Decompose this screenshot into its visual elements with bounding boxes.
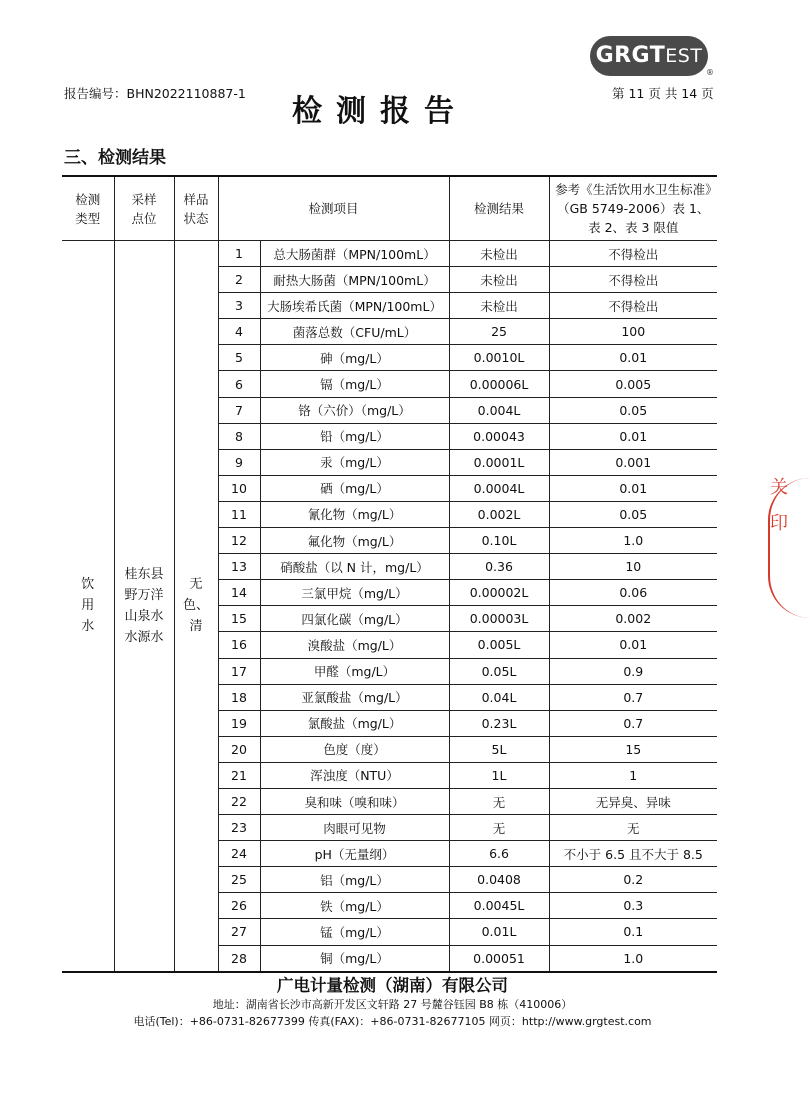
cell-no: 23 (218, 815, 260, 841)
cell-no: 3 (218, 293, 260, 319)
cell-limit: 0.3 (549, 893, 717, 919)
cell-result: 0.0408 (449, 867, 549, 893)
cell-item: 铅（mg/L） (260, 423, 449, 449)
cell-item: 色度（度） (260, 736, 449, 762)
cell-result: 0.10L (449, 528, 549, 554)
cell-result: 未检出 (449, 241, 549, 267)
footer-address: 地址：湖南省长沙市高新开发区文轩路 27 号麓谷钰园 B8 栋（410006） (212, 998, 573, 1011)
cell-no: 25 (218, 867, 260, 893)
cell-no: 4 (218, 319, 260, 345)
header-reference: 参考《生活饮用水卫生标准》（GB 5749-2006）表 1、表 2、表 3 限值 (549, 176, 717, 241)
cell-result: 0.00006L (449, 371, 549, 397)
cell-item: 甲醛（mg/L） (260, 658, 449, 684)
cell-item: 氰化物（mg/L） (260, 501, 449, 527)
cell-limit: 15 (549, 736, 717, 762)
cell-result: 0.00051 (449, 945, 549, 972)
cell-no: 10 (218, 475, 260, 501)
cell-result: 0.002L (449, 501, 549, 527)
cell-limit: 1.0 (549, 945, 717, 972)
cell-result: 未检出 (449, 293, 549, 319)
cell-limit: 1.0 (549, 528, 717, 554)
footer-company: 广电计量检测（湖南）有限公司 (277, 976, 508, 995)
cell-item: 氯酸盐（mg/L） (260, 710, 449, 736)
cell-result: 0.05L (449, 658, 549, 684)
cell-result: 0.004L (449, 397, 549, 423)
cell-result: 5L (449, 736, 549, 762)
cell-no: 17 (218, 658, 260, 684)
cell-limit: 不得检出 (549, 241, 717, 267)
results-table (62, 175, 717, 973)
cell-no: 14 (218, 580, 260, 606)
cell-item: 铜（mg/L） (260, 945, 449, 972)
cell-limit: 0.001 (549, 449, 717, 475)
cell-result: 无 (449, 788, 549, 814)
cell-limit: 0.01 (549, 423, 717, 449)
cell-result: 1L (449, 762, 549, 788)
cell-no: 27 (218, 919, 260, 945)
cell-limit: 无异臭、异味 (549, 788, 717, 814)
cell-no: 24 (218, 841, 260, 867)
cell-result: 无 (449, 815, 549, 841)
cell-limit: 0.002 (549, 606, 717, 632)
cell-result: 0.36 (449, 554, 549, 580)
section-title: 三、检测结果 (64, 148, 166, 168)
cell-item: pH（无量纲） (260, 841, 449, 867)
cell-location: 桂东县野万洋山泉水水源水 (114, 241, 174, 972)
header-state: 样品状态 (174, 176, 218, 241)
cell-item: 浑浊度（NTU） (260, 762, 449, 788)
cell-result: 0.005L (449, 632, 549, 658)
cell-no: 11 (218, 501, 260, 527)
cell-result: 0.0004L (449, 475, 549, 501)
cell-result: 0.01L (449, 919, 549, 945)
cell-item: 汞（mg/L） (260, 449, 449, 475)
cell-limit: 0.05 (549, 501, 717, 527)
cell-item: 大肠埃希氏菌（MPN/100mL） (260, 293, 449, 319)
cell-limit: 100 (549, 319, 717, 345)
cell-item: 砷（mg/L） (260, 345, 449, 371)
cell-no: 18 (218, 684, 260, 710)
cell-limit: 0.7 (549, 684, 717, 710)
cell-limit: 无 (549, 815, 717, 841)
cell-item: 硝酸盐（以 N 计，mg/L） (260, 554, 449, 580)
grgtest-logo (590, 36, 708, 76)
cell-no: 28 (218, 945, 260, 972)
cell-result: 6.6 (449, 841, 549, 867)
cell-no: 7 (218, 397, 260, 423)
cell-limit: 0.2 (549, 867, 717, 893)
cell-no: 19 (218, 710, 260, 736)
cell-no: 21 (218, 762, 260, 788)
cell-item: 菌落总数（CFU/mL） (260, 319, 449, 345)
cell-limit: 0.06 (549, 580, 717, 606)
cell-item: 四氯化碳（mg/L） (260, 606, 449, 632)
cell-limit: 0.005 (549, 371, 717, 397)
header-result: 检测结果 (449, 176, 549, 241)
cell-result: 0.00043 (449, 423, 549, 449)
cell-item: 铬（六价）（mg/L） (260, 397, 449, 423)
cell-item: 镉（mg/L） (260, 371, 449, 397)
page-number: 第 11 页 共 14 页 (612, 86, 714, 101)
page-title: 检测报告 (292, 94, 468, 129)
cell-no: 16 (218, 632, 260, 658)
cell-item: 铁（mg/L） (260, 893, 449, 919)
cell-limit: 0.01 (549, 475, 717, 501)
cell-no: 15 (218, 606, 260, 632)
cell-limit: 0.01 (549, 632, 717, 658)
cell-limit: 0.7 (549, 710, 717, 736)
logo-registered-mark: ® (706, 68, 714, 77)
logo-light-text: EST (665, 45, 703, 67)
footer-contact: 电话(Tel)：+86-0731-82677399 传真(FAX)：+86-0731-82677105 网页：http://www.grgtest.com (133, 1015, 652, 1028)
cell-item: 溴酸盐（mg/L） (260, 632, 449, 658)
cell-limit: 0.05 (549, 397, 717, 423)
red-seal-stamp-text: 关 印 (770, 477, 788, 534)
cell-item: 硒（mg/L） (260, 475, 449, 501)
report-number: 报告编号：BHN2022110887-1 (64, 86, 246, 101)
cell-item: 三氯甲烷（mg/L） (260, 580, 449, 606)
cell-limit: 0.1 (549, 919, 717, 945)
cell-result: 0.04L (449, 684, 549, 710)
cell-result: 0.0001L (449, 449, 549, 475)
cell-no: 5 (218, 345, 260, 371)
cell-item: 锰（mg/L） (260, 919, 449, 945)
cell-limit: 0.9 (549, 658, 717, 684)
cell-item: 总大肠菌群（MPN/100mL） (260, 241, 449, 267)
cell-result: 25 (449, 319, 549, 345)
cell-type: 饮用水 (62, 241, 114, 972)
cell-no: 8 (218, 423, 260, 449)
cell-no: 13 (218, 554, 260, 580)
table-row (62, 241, 717, 267)
cell-no: 20 (218, 736, 260, 762)
cell-no: 12 (218, 528, 260, 554)
cell-item: 铝（mg/L） (260, 867, 449, 893)
cell-state: 无色、清 (174, 241, 218, 972)
cell-result: 0.0045L (449, 893, 549, 919)
cell-result: 0.23L (449, 710, 549, 736)
cell-item: 耐热大肠菌（MPN/100mL） (260, 267, 449, 293)
cell-no: 9 (218, 449, 260, 475)
logo-main-text: GRGT (595, 43, 666, 68)
header-type: 检测类型 (62, 176, 114, 241)
header-item: 检测项目 (218, 176, 449, 241)
cell-item: 肉眼可见物 (260, 815, 449, 841)
cell-limit: 1 (549, 762, 717, 788)
cell-item: 氟化物（mg/L） (260, 528, 449, 554)
cell-result: 0.00003L (449, 606, 549, 632)
cell-no: 22 (218, 788, 260, 814)
cell-limit: 不得检出 (549, 293, 717, 319)
cell-no: 2 (218, 267, 260, 293)
header-location: 采样点位 (114, 176, 174, 241)
cell-limit: 0.01 (549, 345, 717, 371)
cell-result: 未检出 (449, 267, 549, 293)
cell-item: 亚氯酸盐（mg/L） (260, 684, 449, 710)
cell-result: 0.00002L (449, 580, 549, 606)
results-table-body (62, 241, 717, 972)
cell-no: 1 (218, 241, 260, 267)
cell-result: 0.0010L (449, 345, 549, 371)
cell-limit: 不小于 6.5 且不大于 8.5 (549, 841, 717, 867)
cell-no: 6 (218, 371, 260, 397)
cell-no: 26 (218, 893, 260, 919)
cell-item: 臭和味（嗅和味） (260, 788, 449, 814)
cell-limit: 10 (549, 554, 717, 580)
cell-limit: 不得检出 (549, 267, 717, 293)
